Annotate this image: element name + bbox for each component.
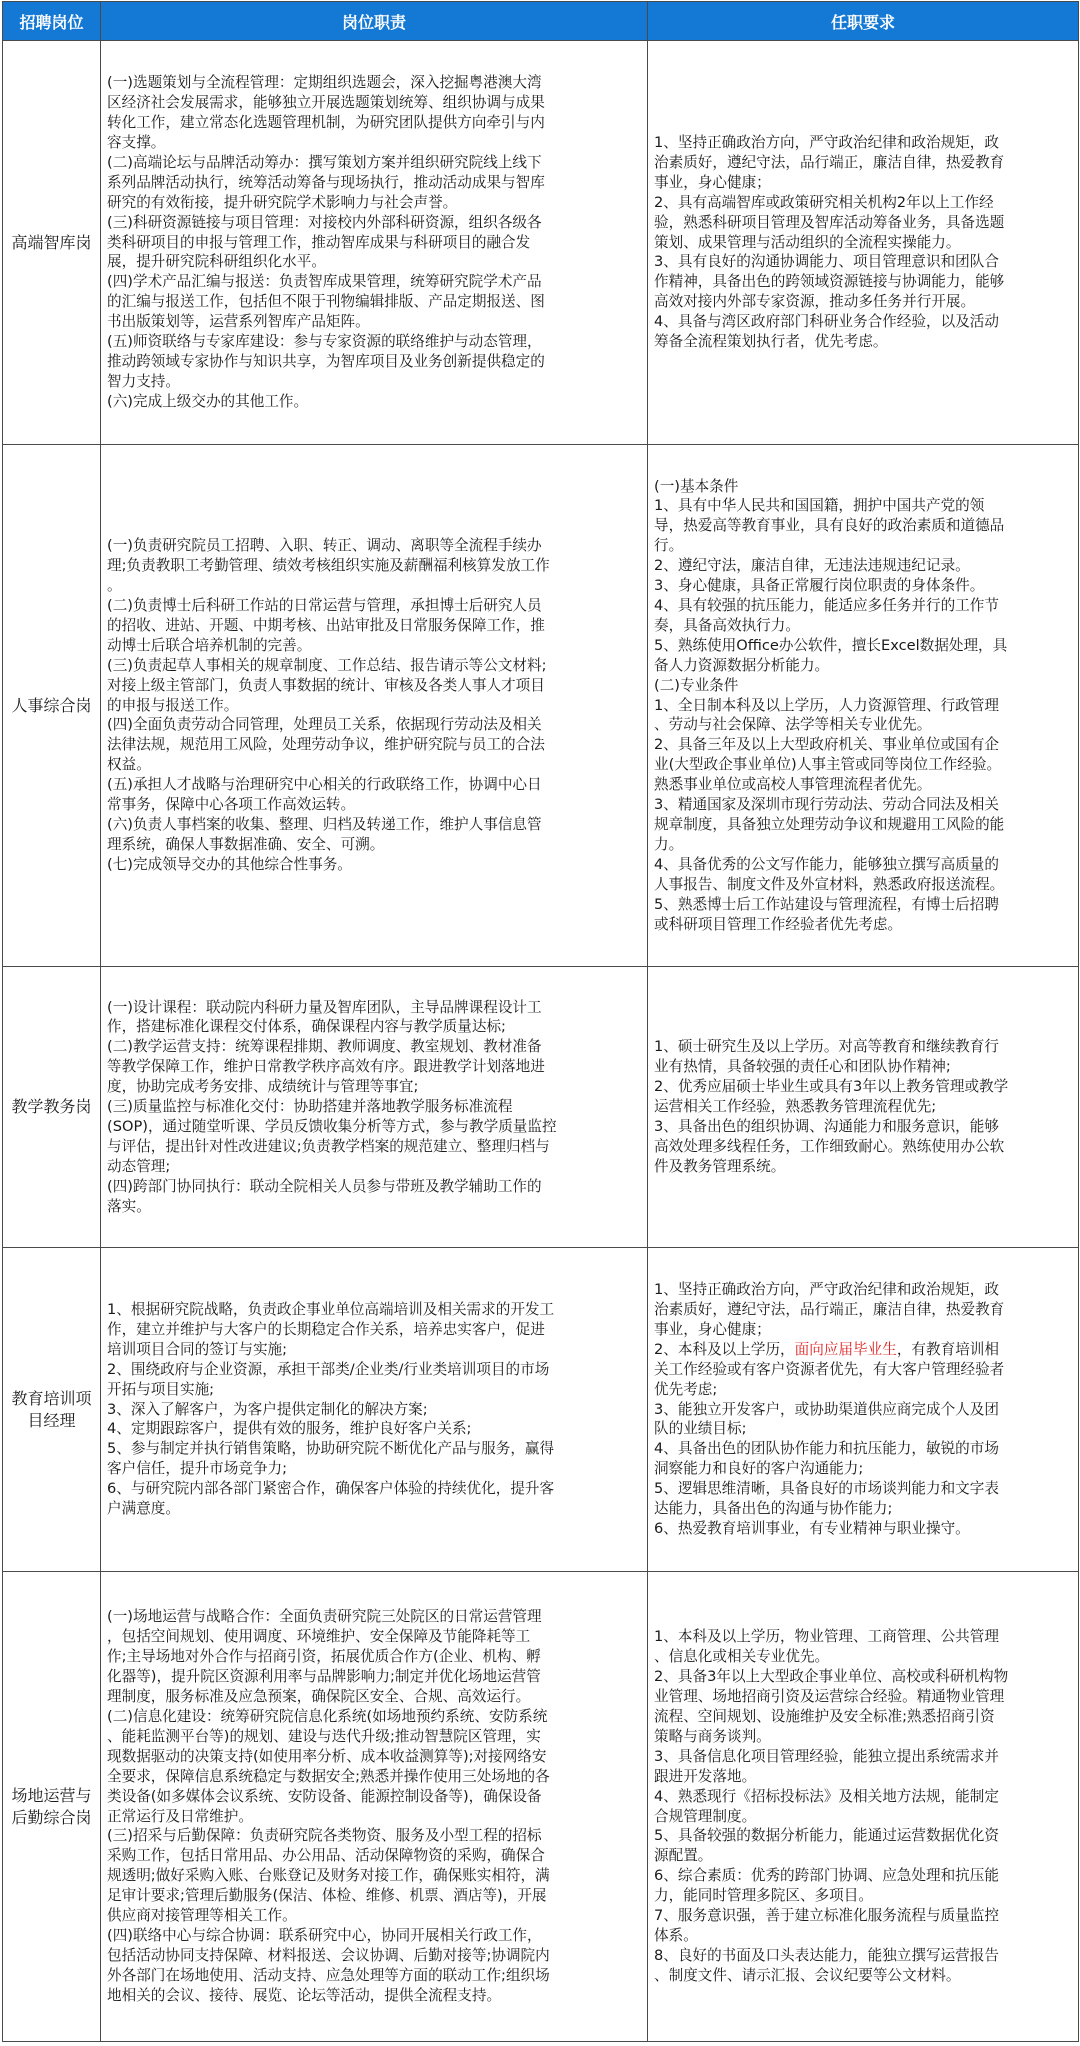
text-line: ，包括空间规划、使用调度、环境维护、安全保障及节能降耗等工 [107,1628,531,1646]
text-line: 业管理、场地招商引资及运营综合经验。精通物业管理 [654,1688,1005,1706]
duties-cell [101,1572,648,2042]
text-line: 3、具有良好的沟通协调能力、项目管理意识和团队合 [654,253,999,271]
requirements-cell [648,1248,1079,1572]
text-line: 规透明;做好采购入账、台账登记及财务对接工作，确保账实相符，满 [107,1867,550,1885]
text-line: 4、具备出色的团队协作能力和抗压能力，敏锐的市场 [654,1440,999,1458]
text-line: 转化工作，建立常态化选题管理机制，为研究团队提供方向牵引与内 [107,114,545,132]
text-line: 3、精通国家及深圳市现行劳动法、劳动合同法及相关 [654,796,999,814]
text-line: 法律法规，规范用工风险，处理劳动争议，维护研究院与员工的合法 [107,736,545,754]
text-line: 类设备(如多媒体会议系统、安防设备、能源控制设备等)，确保设备 [107,1787,542,1805]
text-line: 2、具有高端智库或政策研究相关机构2年以上工作经 [654,193,994,211]
text-line: 理制度，服务标准及应急预案，确保院区安全、合规、高效运行。 [107,1688,531,1706]
text-line: (二)专业条件 [654,676,739,694]
text-line: 业有热情，具备较强的责任心和团队协作精神; [654,1058,951,1076]
text-line: 6、热爱教育培训事业，有专业精神与职业操守。 [654,1519,970,1537]
text-line: 2、具备3年以上大型政企事业单位、高校或科研机构物 [654,1668,1009,1686]
text-line: (六)负责人事档案的收集、整理、归档及转递工作，维护人事信息管 [107,815,542,833]
requirement-line-highlight [654,1340,1072,1360]
text-line: 1、全日制本科及以上学历，人力资源管理、行政管理 [654,696,999,714]
text-line: 洞察能力和良好的客户沟通能力; [654,1460,864,1478]
text-line: 客户信任，提升市场竞争力; [107,1460,288,1478]
text-line: (一)设计课程：联动院内科研力量及智库团队，主导品牌课程设计工 [107,998,542,1016]
text-line: 现数据驱动的决策支持(如使用率分析、成本收益测算等);对接网络安 [107,1747,547,1765]
duties-cell [101,41,648,445]
text-line: 1、具有中华人民共和国国籍，拥护中国共产党的领 [654,497,985,515]
text-line: 熟悉事业单位或高校人事管理流程者优先。 [654,776,932,794]
text-line: 采购工作，包括日常用品、办公用品、活动保障物资的采购，确保合 [107,1847,545,1865]
text-line: 全要求，保障信息系统稳定与数据安全;熟悉并操作使用三处场地的各 [107,1767,550,1785]
text-line: 外各部门在场地使用、活动支持、应急处理等方面的联动工作;组织场 [107,1966,550,1984]
text-line: 与评估，提出针对性改进建议;负责教学档案的规范建立、整理归档与 [107,1137,550,1155]
text-line: 化器等)，提升院区资源利用率与品牌影响力;制定并优化场地运营管 [107,1668,541,1686]
text-line: 理系统，确保人事数据准确、安全、可溯。 [107,835,385,853]
text-line: 4、熟悉现行《招标投标法》及相关地方法规，能制定 [654,1787,999,1805]
text-line: 区经济社会发展需求，能够独立开展选题策划统筹、组织协调与成果 [107,94,545,112]
text-line: (三)质量监控与标准化交付：协助搭建并落地教学服务标准流程 [107,1098,513,1116]
requirements-block-c [654,1360,1072,1539]
duties-cell [101,1248,648,1572]
text-line: 策划、成果管理与活动组织的全流程实操能力。 [654,233,961,251]
text-line: 权益。 [107,756,151,774]
recruitment-table [2,1,1079,2042]
text-line: 展，提升研究院科研组织化水平。 [107,253,326,271]
text-line: (二)高端论坛与品牌活动筹办：撰写策划方案并组织研究院线上线下 [107,153,542,171]
text-line: 跟进开发落地。 [654,1767,757,1785]
text-line: 3、身心健康，具备正常履行岗位职责的身体条件。 [654,577,985,595]
text-line: 、制度文件、请示汇报、会议纪要等公文材料。 [654,1966,961,1984]
text-line: 、能耗监测平台等)的规划、建设与迭代升级;推动智慧院区管理，实 [107,1727,541,1745]
position-name: 教育培训项目经理 [3,1248,101,1572]
recruitment-table-wrapper [2,1,1078,2042]
text-line: 类科研项目的申报与管理工作，推动智库成果与科研项目的融合发 [107,233,531,251]
text-line: (五)师资联络与专家库建设：参与专家资源的联络维护与动态管理， [107,333,542,351]
text-line: 作，建立并维护与大客户的长期稳定合作关系，培养忠实客户，促进 [107,1320,545,1338]
requirements-cell [648,1572,1079,2042]
text-line: 2、遵纪守法，廉洁自律，无违法违规违纪记录。 [654,557,970,575]
text-line: 策略与商务谈判。 [654,1727,771,1745]
text-line: (SOP)，通过随堂听课、学员反馈收集分析等方式，参与教学质量监控 [107,1117,557,1135]
text-line: (一)选题策划与全流程管理：定期组织选题会，深入挖掘粤港澳大湾 [107,74,542,92]
text-line: 业(大型政企事业单位)人事主管或同等岗位工作经验。 [654,756,1002,774]
text-line: 等教学保障工作，维护日常教学秩序高效有序。跟进教学计划落地进 [107,1058,545,1076]
text-line: 4、定期跟踪客户，提供有效的服务，维护良好客户关系; [107,1420,472,1438]
text-line: 户满意度。 [107,1500,180,1518]
text-line: 、信息化或相关专业优先。 [654,1648,830,1666]
text-line: 书出版策划等，运营系列智库产品矩阵。 [107,313,370,331]
text-line: 理;负责教职工考勤管理、绩效考核组织实施及薪酬福利核算发放工作 [107,557,550,575]
text-line: 正常运行及日常维护。 [107,1807,253,1825]
text-line: 研究的有效衔接，提升研究院学术影响力与社会声誉。 [107,193,458,211]
text-line: 5、参与制定并执行销售策略，协助研究院不断优化产品与服务，赢得 [107,1440,555,1458]
text-line: 。 [107,577,122,595]
text-line: 的招收、进站、开题、中期考核、出站审批及日常服务保障工作，推 [107,616,545,634]
text-line: 规章制度，具备独立处理劳动争议和规避用工风险的能 [654,815,1005,833]
text-line: 5、熟练使用Office办公软件，擅长Excel数据处理，具 [654,636,1008,654]
requirements-cell [648,41,1079,445]
text-line: 2、围绕政府与企业资源，承担干部类/企业类/行业类培训项目的市场 [107,1360,550,1378]
position-name: 高端智库岗 [3,41,101,445]
text-line: 系列品牌活动执行，统筹活动筹备与现场执行，推动活动成果与智库 [107,173,545,191]
text-line: 度，协助完成考务安排、成绩统计与管理等事宜; [107,1078,419,1096]
text-line: 容支撑。 [107,134,166,152]
text-line: 件及教务管理系统。 [654,1157,786,1175]
text-line: 开拓与项目实施; [107,1380,215,1398]
table-row [3,967,1079,1248]
text-line: 落实。 [107,1197,151,1215]
text-line: 供应商对接管理等相关工作。 [107,1907,297,1925]
table-row [3,445,1079,967]
duties-cell [101,445,648,967]
text-line: (三)负责起草人事相关的规章制度、工作总结、报告请示等公文材料; [107,656,547,674]
text-line: 8、良好的书面及口头表达能力，能独立撰写运营报告 [654,1946,999,1964]
text-line: (三)科研资源链接与项目管理：对接校内外部科研资源，组织各级各 [107,213,542,231]
text-line: 3、具备信息化项目管理经验，能独立提出系统需求并 [654,1747,999,1765]
text-line: 1、硕士研究生及以上学历。对高等教育和继续教育行 [654,1038,999,1056]
text-line: 推动跨领域专家协作与知识共享，为智库项目及业务创新提供稳定的 [107,352,545,370]
text-line: 导，热爱高等教育事业，具有良好的政治素质和道德品 [654,517,1005,535]
text-line: 源配置。 [654,1847,713,1865]
text-line: 体系。 [654,1926,698,1944]
header-position: 招聘岗位 [3,2,101,41]
text-line: 1、本科及以上学历，物业管理、工商管理、公共管理 [654,1628,999,1646]
text-line: 的汇编与报送工作，包括但不限于刊物编辑排版、产品定期报送、图 [107,293,545,311]
text-line: 高效对接内外部专家资源，推动多任务并行开展。 [654,293,976,311]
text-line: (四)全面负责劳动合同管理，处理员工关系，依据现行劳动法及相关 [107,716,542,734]
requirement-text: ，有教育培训相 [896,1340,999,1358]
text-line: 4、具备优秀的公文写作能力，能够独立撰写高质量的 [654,855,999,873]
text-line: 3、具备出色的组织协调、沟通能力和服务意识，能够 [654,1117,999,1135]
text-line: 人事报告、制度文件及外宣材料，熟悉政府报送流程。 [654,875,1005,893]
text-line: 智力支持。 [107,372,180,390]
text-line: (一)场地运营与战略合作：全面负责研究院三处院区的日常运营管理 [107,1608,542,1626]
text-line: 力。 [654,835,684,853]
text-line: 关工作经验或有客户资源者优先，有大客户管理经验者 [654,1360,1005,1378]
text-line: 5、熟悉博士后工作站建设与管理流程，有博士后招聘 [654,895,999,913]
text-line: 高效处理多线程任务，工作细致耐心。熟练使用办公软 [654,1137,1005,1155]
text-line: (三)招采与后勤保障：负责研究院各类物资、服务及小型工程的招标 [107,1827,542,1845]
text-line: 备人力资源数据分析能力。 [654,656,830,674]
text-line: 2、优秀应届硕士毕业生或具有3年以上教务管理或教学 [654,1078,1009,1096]
text-line: (二)负责博士后科研工作站的日常运营与管理，承担博士后研究人员 [107,597,542,615]
text-line: 的申报与报送工作。 [107,696,239,714]
text-line: 7、服务意识强，善于建立标准化服务流程与质量监控 [654,1907,999,1925]
text-line: (六)完成上级交办的其他工作。 [107,392,309,410]
text-line: (一)负责研究院员工招聘、入职、转正、调动、离职等全流程手续办 [107,537,542,555]
text-line: 6、综合素质：优秀的跨部门协调、应急处理和抗压能 [654,1867,999,1885]
text-line: 治素质好，遵纪守法，品行端正，廉洁自律，热爱教育 [654,1301,1005,1319]
requirements-cell [648,967,1079,1248]
text-line: (二)信息化建设：统筹研究院信息化系统(如场地预约系统、安防系统 [107,1707,548,1725]
position-name: 教学教务岗 [3,967,101,1248]
text-line: 动博士后联合培养机制的完善。 [107,636,312,654]
text-line: 1、根据研究院战略，负责政企事业单位高端培训及相关需求的开发工 [107,1301,555,1319]
text-line: (一)基本条件 [654,477,739,495]
text-line: 作，搭建标准化课程交付体系，确保课程内容与教学质量达标; [107,1018,506,1036]
text-line: 流程、空间规划、设施维护及安全标准;熟悉招商引资 [654,1707,995,1725]
text-line: 运营相关工作经验，熟悉教务管理流程优先; [654,1098,937,1116]
text-line: (七)完成领导交办的其他综合性事务。 [107,855,352,873]
requirement-text: 2、本科及以上学历， [654,1340,795,1358]
text-line: 1、坚持正确政治方向，严守政治纪律和政治规矩，政 [654,1281,999,1299]
requirements-cell [648,445,1079,967]
position-name: 人事综合岗 [3,445,101,967]
table-row [3,41,1079,445]
text-line: 培训项目合同的签订与实施; [107,1340,288,1358]
text-line: 达能力，具备出色的沟通与协作能力; [654,1500,893,1518]
text-line: 行。 [654,537,684,555]
text-line: 足审计要求;管理后勤服务(保洁、体检、维修、机票、酒店等)，开展 [107,1887,547,1905]
text-line: 5、具备较强的数据分析能力，能通过运营数据优化资 [654,1827,999,1845]
text-line: 6、与研究院内部各部门紧密合作，确保客户体验的持续优化，提升客 [107,1480,555,1498]
text-line: 地相关的会议、接待、展览、论坛等活动，提供全流程支持。 [107,1986,502,2004]
text-line: (四)跨部门协同执行：联动全院相关人员参与带班及教学辅助工作的 [107,1177,542,1195]
text-line: (四)联络中心与综合协调：联系研究中心，协同开展相关行政工作， [107,1926,542,1944]
text-line: 对接上级主管部门，负责人事数据的统计、审核及各类人事人才项目 [107,676,545,694]
text-line: 治素质好，遵纪守法，品行端正，廉洁自律，热爱教育 [654,153,1005,171]
text-line: 1、坚持正确政治方向，严守政治纪律和政治规矩，政 [654,134,999,152]
text-line: 或科研项目管理工作经验者优先考虑。 [654,915,903,933]
text-line: 合规管理制度。 [654,1807,757,1825]
requirements-block-a [654,1280,1072,1340]
text-line: 2、具备三年及以上大型政府机关、事业单位或国有企 [654,736,999,754]
text-line: 验，熟悉科研项目管理及智库活动筹备业务，具备选题 [654,213,1005,231]
text-line: 4、具备与湾区政府部门科研业务合作经验，以及活动 [654,313,999,331]
duties-cell [101,967,648,1248]
text-line: 事业，身心健康； [654,173,771,191]
text-line: 3、能独立开发客户，或协助渠道供应商完成个人及团 [654,1400,999,1418]
text-line: (二)教学运营支持：统筹课程排期、教师调度、教室规划、教材准备 [107,1038,542,1056]
text-line: 奏，具备高效执行力。 [654,616,800,634]
text-line: 力，能同时管理多院区、多项目。 [654,1887,873,1905]
text-line: 筹备全流程策划执行者，优先考虑。 [654,333,888,351]
table-header-row [3,2,1079,41]
text-line: 3、深入了解客户，为客户提供定制化的解决方案; [107,1400,428,1418]
text-line: 5、逻辑思维清晰，具备良好的市场谈判能力和文字表 [654,1480,999,1498]
text-line: 常事务，保障中心各项工作高效运转。 [107,796,356,814]
text-line: 、劳动与社会保障、法学等相关专业优先。 [654,716,932,734]
text-line: 动态管理; [107,1157,171,1175]
text-line: 事业，身心健康； [654,1320,771,1338]
table-row [3,1572,1079,2042]
text-line: (五)承担人才战略与治理研究中心相关的行政联络工作，协调中心日 [107,776,542,794]
header-requirements: 任职要求 [648,2,1079,41]
position-name: 场地运营与后勤综合岗 [3,1572,101,2042]
text-line: 4、具有较强的抗压能力，能适应多任务并行的工作节 [654,597,999,615]
text-line: 作;主导场地对外合作与招商引资，拓展优质合作方(企业、机构、孵 [107,1648,541,1666]
text-line: 作精神，具备出色的跨领域资源链接与协调能力，能够 [654,273,1005,291]
text-line: 包括活动协同支持保障、材料报送、会议协调、后勤对接等;协调院内 [107,1946,550,1964]
text-line: 优先考虑; [654,1380,718,1398]
header-duties: 岗位职责 [101,2,648,41]
table-row [3,1248,1079,1572]
highlight-fresh-graduates: 面向应届毕业生 [794,1340,897,1358]
text-line: (四)学术产品汇编与报送：负责智库成果管理，统筹研究院学术产品 [107,273,542,291]
text-line: 队的业绩目标; [654,1420,747,1438]
